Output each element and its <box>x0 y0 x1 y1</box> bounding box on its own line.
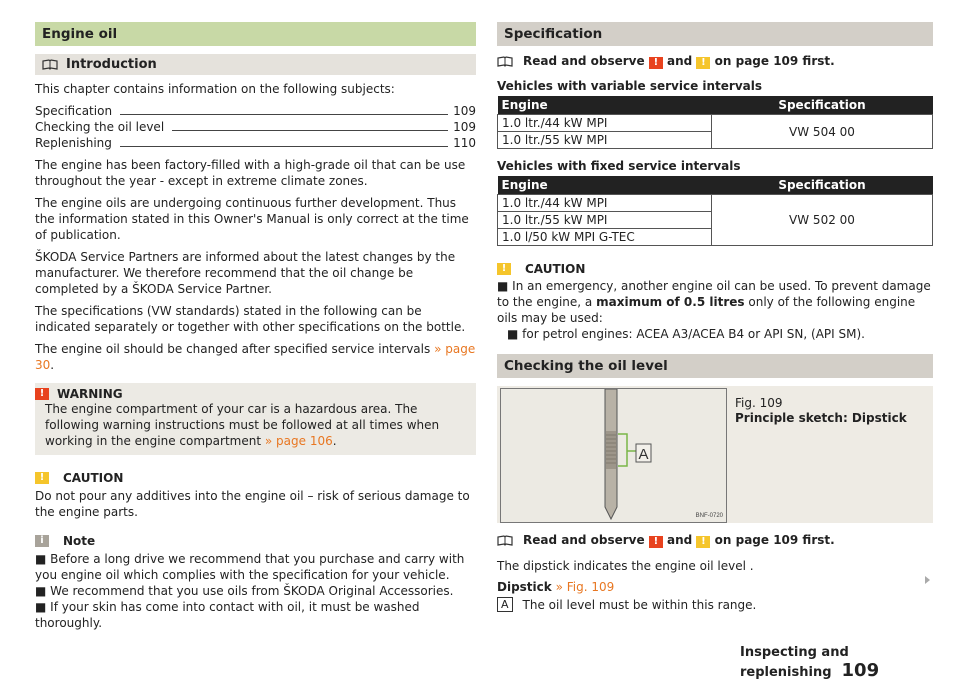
book-icon <box>42 59 58 70</box>
figure <box>497 386 933 523</box>
column-header: Specification <box>712 96 933 115</box>
variable-title: Vehicles with variable service intervals <box>497 79 763 93</box>
section-title-checking: Checking the oil level <box>497 354 933 378</box>
paragraph: The specifications (VW standards) stated in the following can be indicated separately or together with other specifications on the bottle. <box>35 304 466 334</box>
caution-text: ■ In an emergency, another engine oil can be used. To prevent damage to the engine, a maximum of 0.5 litres only of the following engine oils may be used: <box>497 279 931 325</box>
caution-subitem: ■ for petrol engines: ACEA A3/ACEA B4 or API SN, (API SM). <box>507 327 865 341</box>
page-footer <box>740 645 960 681</box>
warning-box <box>35 383 476 455</box>
section-title-specification: Specification <box>497 22 933 46</box>
caution-heading: ! CAUTION <box>35 471 476 485</box>
right-column <box>497 22 933 612</box>
read-observe-line: Read and observe ! and ! on page 109 first. <box>497 533 933 548</box>
table-row: 1.0 ltr./55 kW MPI <box>498 132 933 149</box>
note-item: ■ We recommend that you use oils from ŠKODA Original Accessories. <box>35 584 454 598</box>
caution-icon: ! <box>35 472 49 484</box>
dipstick-heading: Dipstick » Fig. 109 <box>497 580 615 594</box>
figure-marker-a: A <box>638 446 649 463</box>
book-icon <box>497 56 513 67</box>
read-observe-line: Read and observe ! and ! on page 109 first. <box>497 54 933 69</box>
caution-text: Do not pour any additives into the engine oil – risk of serious damage to the engine parts. <box>35 489 470 519</box>
warning-icon: ! <box>649 57 663 69</box>
note-heading: i Note <box>35 534 476 548</box>
caution-icon: ! <box>696 536 710 548</box>
legend-item: A The oil level must be within this range. <box>497 597 933 612</box>
table-row: 1.0 ltr./44 kW MPI VW 502 00 <box>498 195 933 212</box>
page-number: 109 <box>841 660 880 681</box>
figure-caption: Fig. 109 Principle sketch: Dipstick <box>735 396 907 425</box>
caution-icon: ! <box>497 263 511 275</box>
toc-item[interactable]: Specification 109 <box>35 104 476 118</box>
figure-link[interactable]: » Fig. 109 <box>555 580 615 594</box>
page-link[interactable]: » page 30 <box>35 342 476 372</box>
left-column <box>35 22 476 631</box>
dipstick-illustration <box>501 389 726 522</box>
toc <box>35 103 476 151</box>
toc-item[interactable]: Checking the oil level 109 <box>35 120 476 134</box>
warning-label: WARNING <box>57 387 123 401</box>
paragraph: The engine has been factory-filled with a high-grade oil that can be use throughout the year - except in extreme climate zones. <box>35 158 466 188</box>
introduction-heading <box>35 54 476 75</box>
table-row: 1.0 ltr./55 kW MPI <box>498 212 933 229</box>
fixed-title: Vehicles with fixed service intervals <box>497 159 741 173</box>
warning-icon: ! <box>649 536 663 548</box>
paragraph: The engine oil should be changed after specified service intervals » page 30. <box>35 342 476 372</box>
column-header: Engine <box>498 96 712 115</box>
book-icon <box>497 535 513 546</box>
note-item: ■ If your skin has come into contact with oil, it must be washed thoroughly. <box>35 600 420 630</box>
fixed-table <box>497 176 933 246</box>
paragraph: The engine oils are undergoing continuous further development. Thus the information stated in this Owner's Manual is only correct at the time of publication. <box>35 196 469 242</box>
warning-icon: ! <box>35 388 49 400</box>
footer-section: Inspecting and replenishing <box>740 645 849 680</box>
toc-item[interactable]: Replenishing 110 <box>35 136 476 150</box>
table-row: 1.0 ltr./44 kW MPI VW 504 00 <box>498 115 933 132</box>
section-title-engine-oil: Engine oil <box>35 22 476 46</box>
caution-heading: ! CAUTION <box>497 262 933 276</box>
column-header: Specification <box>712 176 933 195</box>
dipstick-text: The dipstick indicates the engine oil level . <box>497 559 754 573</box>
dipstick-figure <box>500 388 727 523</box>
table-row: 1.0 l/50 kW MPI G-TEC <box>498 229 933 246</box>
intro-text: This chapter contains information on the following subjects: <box>35 82 395 96</box>
column-header: Engine <box>498 176 712 195</box>
caution-icon: ! <box>696 57 710 69</box>
paragraph: ŠKODA Service Partners are informed about the latest changes by the manufacturer. We therefore recommend that the oil change be completed by a ŠKODA Service Partner. <box>35 250 456 296</box>
info-icon: i <box>35 535 49 547</box>
figure-code: BNF-0720 <box>695 513 723 519</box>
warning-text: The engine compartment of your car is a hazardous area. The following warning instructions must be followed at all times when working in the engine compartment » page 106. <box>45 402 440 448</box>
note-item: ■ Before a long drive we recommend that you purchase and carry with you engine oil which complies with the specification for your vehicle. <box>35 552 465 582</box>
variable-table <box>497 96 933 149</box>
page-link[interactable]: » page 106 <box>264 434 333 448</box>
intro-title: Introduction <box>66 57 157 72</box>
marker-a: A <box>497 597 513 612</box>
continue-arrow-icon <box>925 576 930 584</box>
